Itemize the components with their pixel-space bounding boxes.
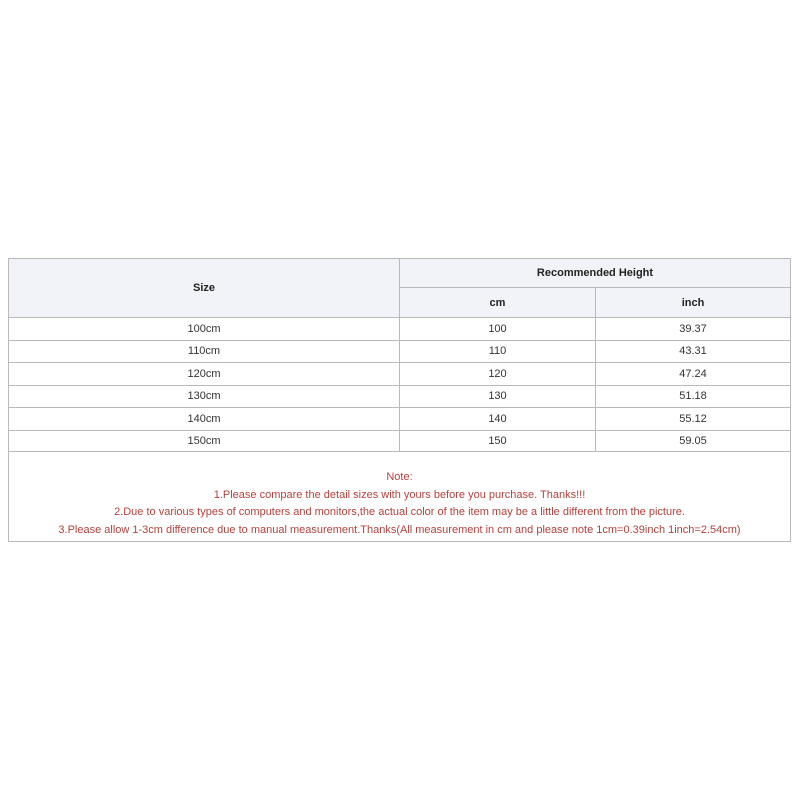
table-row <box>9 317 790 340</box>
notes-section <box>9 469 790 539</box>
cell-inch: 51.18 <box>679 390 707 403</box>
size-chart <box>8 258 791 542</box>
cell-size: 130cm <box>9 386 400 408</box>
cell-size: 110cm <box>9 341 400 363</box>
cell-cm: 120 <box>400 363 596 385</box>
header-size: Size <box>9 259 400 317</box>
header-cm: cm <box>400 288 596 317</box>
cell-cm: 150 <box>400 431 596 452</box>
cell-size: 140cm <box>9 408 400 430</box>
cell-size: 150cm <box>9 431 400 452</box>
cell-size: 100cm <box>9 318 400 340</box>
cell-inch: 55.12 <box>679 412 707 425</box>
note-line-3: 3.Please allow 1-3cm difference due to manual measurement.Thanks(All measurement in cm and please note 1cm=0.39inch 1inch=2.54cm) <box>58 523 741 536</box>
cell-inch: 43.31 <box>679 345 707 358</box>
cell-size: 120cm <box>9 363 400 385</box>
cell-inch: 39.37 <box>679 322 707 335</box>
table-row <box>9 385 790 408</box>
table-row <box>9 340 790 363</box>
header-recommended-height: Recommended Height <box>400 259 790 288</box>
table-row <box>9 430 790 453</box>
cell-cm: 100 <box>400 318 596 340</box>
cell-cm: 140 <box>400 408 596 430</box>
table-row <box>9 407 790 430</box>
cell-inch: 59.05 <box>679 434 707 447</box>
note-line-1: 1.Please compare the detail sizes with yours before you purchase. Thanks!!! <box>213 488 586 501</box>
note-title: Note: <box>386 471 413 483</box>
cell-cm: 110 <box>400 341 596 363</box>
table-body <box>9 317 790 452</box>
cell-cm: 130 <box>400 386 596 408</box>
table-row <box>9 362 790 385</box>
cell-inch: 47.24 <box>679 367 707 380</box>
note-line-2: 2.Due to various types of computers and monitors,the actual color of the item may be a little different from the picture. <box>114 506 685 518</box>
header-inch: inch <box>596 288 790 317</box>
